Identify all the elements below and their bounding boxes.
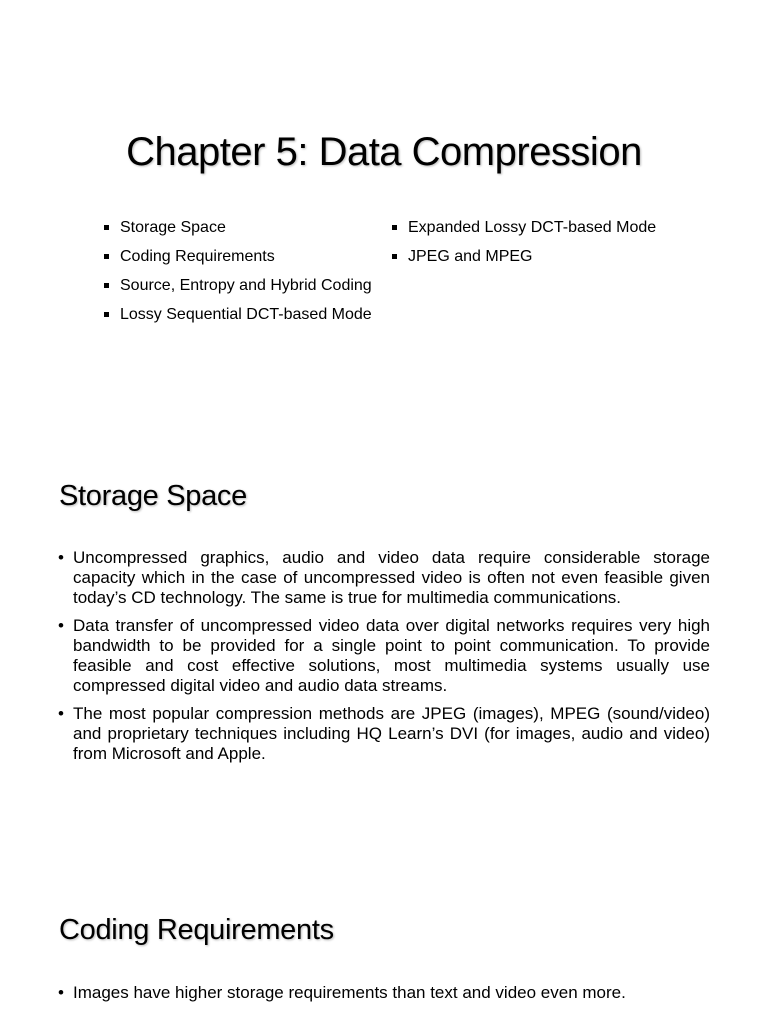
square-bullet-icon	[392, 225, 397, 230]
square-bullet-icon	[104, 225, 109, 230]
section-title: Coding Requirements	[59, 914, 334, 946]
storage-space-slide	[0, 450, 768, 830]
coding-requirements-slide	[0, 830, 768, 1024]
topics-list-left	[104, 218, 384, 334]
bullet-dot-icon: •	[58, 704, 64, 723]
bullet-item	[58, 983, 710, 1003]
bullet-list	[58, 548, 710, 772]
topic-label: Source, Entropy and Hybrid Coding	[120, 277, 372, 294]
topic-label: Storage Space	[120, 219, 226, 236]
bullet-list	[58, 983, 710, 1011]
topic-item	[104, 305, 384, 325]
bullet-text: The most popular compression methods are JPEG (images), MPEG (sound/video) and proprietary techniques including HQ Learn’s DVI (for images, audio and video) from Microsoft and Apple.	[73, 704, 710, 763]
bullet-dot-icon: •	[58, 548, 64, 567]
bullet-text: Images have higher storage requirements than text and video even more.	[73, 983, 626, 1002]
bullet-item	[58, 704, 710, 764]
topic-label: Coding Requirements	[120, 248, 275, 265]
topic-label: Expanded Lossy DCT-based Mode	[408, 219, 657, 236]
topic-item	[392, 218, 692, 238]
bullet-dot-icon: •	[58, 616, 64, 635]
topic-item	[104, 247, 384, 267]
square-bullet-icon	[104, 312, 109, 317]
bullet-dot-icon: •	[58, 983, 64, 1002]
bullet-text: Uncompressed graphics, audio and video data require considerable storage capacity which in the case of uncompressed video is often not even feasible given today’s CD technology. The same is true for multimedia communications.	[73, 548, 710, 607]
section-title: Storage Space	[59, 480, 247, 512]
topic-label: Lossy Sequential DCT-based Mode	[120, 306, 372, 323]
bullet-text: Data transfer of uncompressed video data over digital networks requires very high bandwidth to be provided for a single point to point communication. To provide feasible and cost effective solutions, most multimedia systems usually use compressed digital video and audio data streams.	[73, 616, 710, 695]
square-bullet-icon	[104, 283, 109, 288]
title-slide	[0, 0, 768, 450]
square-bullet-icon	[392, 254, 397, 259]
topic-label: JPEG and MPEG	[408, 248, 533, 265]
bullet-item	[58, 616, 710, 696]
chapter-title: Chapter 5: Data Compression	[126, 130, 642, 174]
topic-item	[392, 247, 692, 267]
topic-item	[104, 276, 384, 296]
bullet-item	[58, 548, 710, 608]
topic-item	[104, 218, 384, 238]
square-bullet-icon	[104, 254, 109, 259]
topics-list-right	[392, 218, 692, 276]
